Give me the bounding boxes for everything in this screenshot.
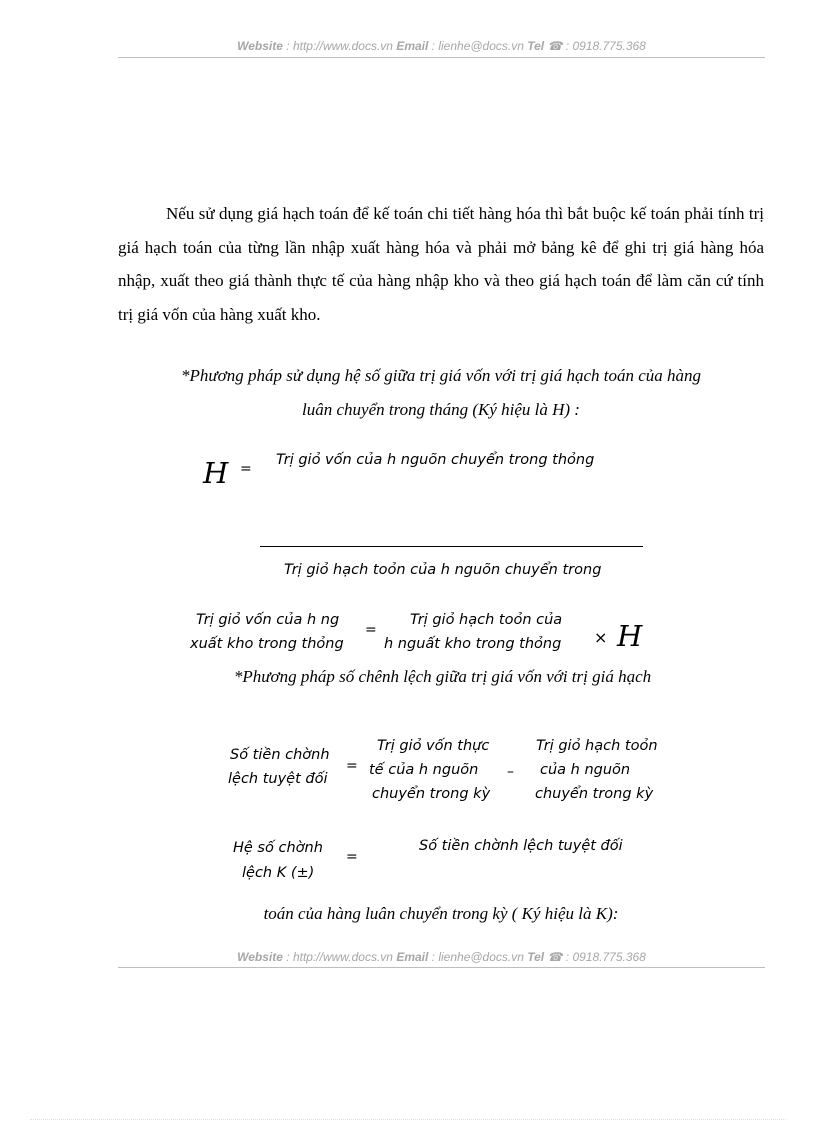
formula-x-equals: = bbox=[365, 622, 377, 638]
header-tel-value: ☎ : 0918.775.368 bbox=[544, 39, 646, 53]
formula-abs-b-line3: chuyển trong kỳ bbox=[535, 786, 654, 802]
method1-line2: luân chuyển trong tháng (Ký hiệu là H) : bbox=[302, 400, 580, 419]
formula-h-equals: = bbox=[240, 461, 252, 477]
footer-email-label: Email bbox=[396, 950, 429, 964]
formula-h-numerator: Trị giỏ vốn của h nguõn chuyển trong thỏng bbox=[276, 452, 595, 468]
page-bottom-border bbox=[30, 1119, 786, 1120]
header-website-value[interactable]: : http://www.docs.vn bbox=[282, 39, 397, 53]
body-paragraph bbox=[118, 197, 764, 331]
header-email-value[interactable]: : lienhe@docs.vn bbox=[428, 39, 528, 53]
footer-tel-value: ☎ : 0918.775.368 bbox=[544, 950, 646, 964]
header-rule bbox=[118, 57, 765, 58]
formula-k-left-line1: Hệ số chờnh bbox=[233, 840, 323, 856]
formula-x-right-line1: Trị giỏ hạch toỏn của bbox=[410, 612, 563, 628]
header-tel-label: Tel bbox=[527, 39, 545, 53]
header-email-label: Email bbox=[396, 39, 429, 53]
footer-rule bbox=[118, 967, 765, 968]
footer-tel-label: Tel bbox=[527, 950, 545, 964]
formula-x-left-line1: Trị giỏ vốn của h ng bbox=[196, 612, 340, 628]
footer-website-value[interactable]: : http://www.docs.vn bbox=[282, 950, 397, 964]
method2-line2: toán của hàng luân chuyển trong kỳ ( Ký hiệu là K): bbox=[263, 904, 619, 923]
formula-abs-a-line3: chuyển trong kỳ bbox=[372, 786, 491, 802]
formula-h-fraction-line bbox=[260, 546, 643, 547]
formula-abs-b-line1: Trị giỏ hạch toỏn bbox=[536, 738, 658, 754]
header-website-label: Website bbox=[237, 39, 283, 53]
formula-x-right-line2: h nguất kho trong thỏng bbox=[384, 636, 562, 652]
formula-h-denominator: Trị giỏ hạch toỏn của h nguõn chuyển trong bbox=[284, 562, 602, 578]
formula-abs-a-line1: Trị giỏ vốn thực bbox=[377, 738, 490, 754]
formula-abs-b-line2: của h nguõn bbox=[540, 762, 631, 778]
formula-k-left-line2: lệch K (±) bbox=[242, 865, 315, 881]
formula-x-left-line2: xuất kho trong thỏng bbox=[190, 636, 344, 652]
formula-h-symbol: H bbox=[203, 456, 229, 490]
formula-k-equals: = bbox=[346, 849, 358, 865]
formula-abs-equals: = bbox=[346, 758, 358, 774]
paragraph-text: Nếu sử dụng giá hạch toán để kế toán chi tiết hàng hóa thì bắt buộc kế toán phải tính trị giá hạch toán của từng lần nhập xuất hàng hóa và phải mở bảng kê để ghi trị giá hàng hóa nhập, xuất theo giá thành thực tế của hàng nhập kho và theo giá hạch toán để làm căn cứ tính trị giá vốn của hàng xuất kho. bbox=[118, 204, 764, 324]
formula-abs-left-line2: lệch tuyệt đối bbox=[228, 771, 328, 787]
formula-k-numerator: Số tiền chờnh lệch tuyệt đối bbox=[419, 838, 623, 854]
footer-website-label: Website bbox=[237, 950, 283, 964]
formula-abs-left-line1: Số tiền chờnh bbox=[230, 747, 330, 763]
formula-abs-a-line2: tế của h nguõn bbox=[369, 762, 479, 778]
formula-x-h-symbol: H bbox=[617, 619, 643, 653]
method2-line1: *Phương pháp số chênh lệch giữa trị giá vốn với trị giá hạch bbox=[233, 667, 652, 686]
formula-x-times: × bbox=[594, 628, 608, 647]
page-header bbox=[118, 39, 765, 53]
footer-email-value[interactable]: : lienhe@docs.vn bbox=[428, 950, 528, 964]
page-footer bbox=[118, 950, 765, 964]
method1-line1: *Phương pháp sử dụng hệ số giữa trị giá vốn với trị giá hạch toán của hàng bbox=[180, 366, 702, 385]
formula-abs-minus: – bbox=[507, 764, 514, 780]
